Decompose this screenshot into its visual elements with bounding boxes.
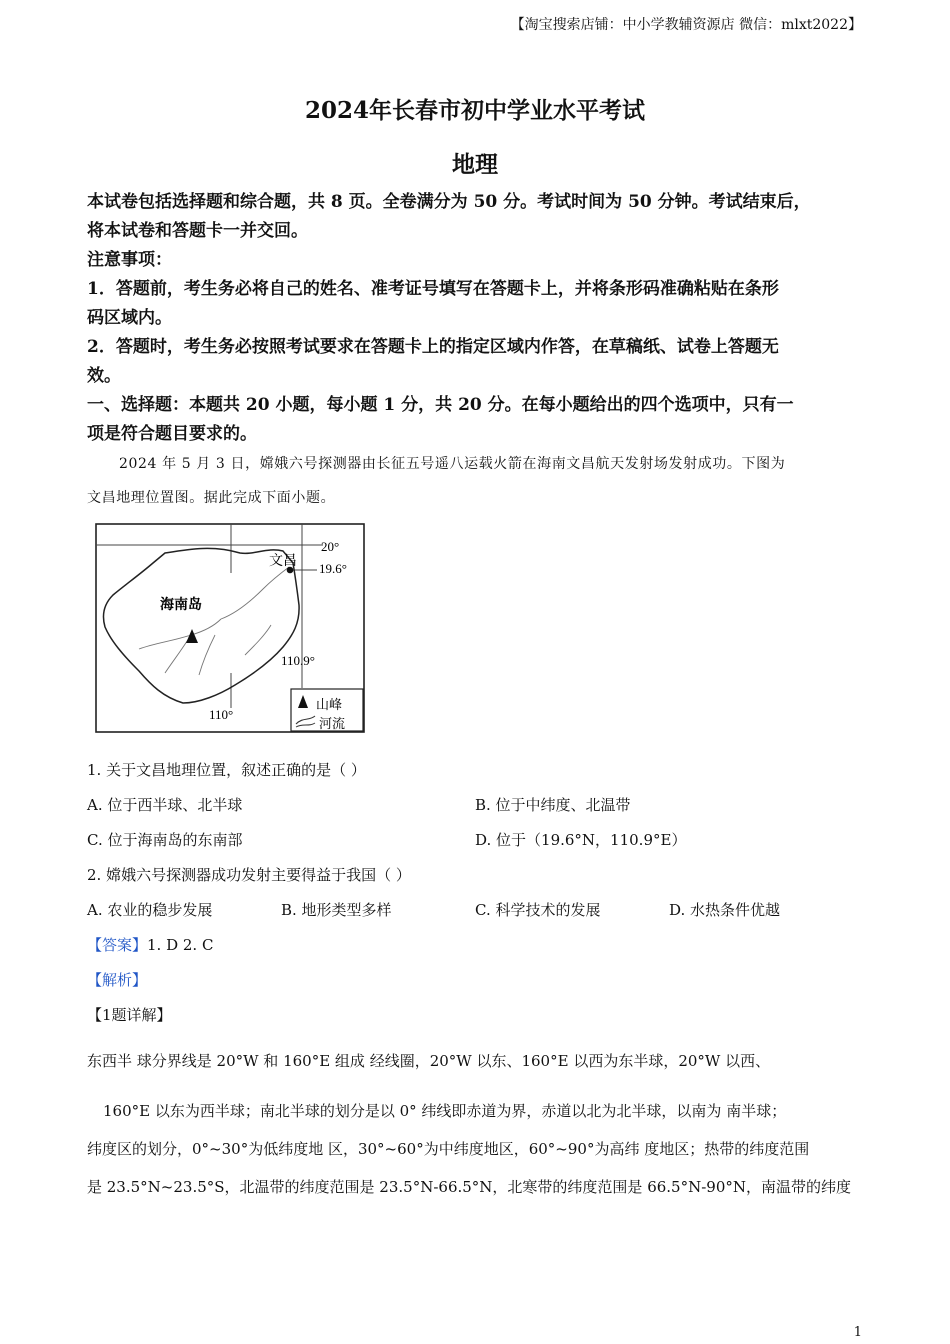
question-2-option-b: B. 地形类型多样 <box>281 901 392 919</box>
latitude-label: 19.6° <box>319 561 347 576</box>
notice-item: 1．答题前，考生务必将自己的姓名、准考证号填写在答题卡上，并将条形码准确粘贴在条形 <box>87 279 779 299</box>
answer-label: 【答案】 <box>87 936 148 954</box>
explanation-line: 纬度区的划分，0°~30°为低纬度地 区，30°~60°为中纬度地区，60°~90°为高纬 度地区；热带的纬度范围 <box>87 1140 810 1158</box>
explanation-line: 是 23.5°N~23.5°S，北温带的纬度范围是 23.5°N-66.5°N，北寒带的纬度范围是 66.5°N-90°N，南温带的纬度 <box>87 1178 851 1196</box>
wenchang-location-map <box>95 523 365 733</box>
legend-label: 河流 <box>319 716 346 731</box>
island-label: 海南岛 <box>160 598 202 613</box>
notice-item: 效。 <box>87 366 121 386</box>
explanation-line: 160°E 以东为西半球；南北半球的划分是以 0° 纬线即赤道为界，赤道以北为北半球，以南为 南半球； <box>103 1102 787 1120</box>
answer-value: 1. D 2. C <box>147 936 214 954</box>
legend-label: 山峰 <box>316 697 343 712</box>
explanation <box>87 1042 877 1206</box>
longitude-label: 110.9° <box>281 653 315 668</box>
passage-line: 2024 年 5 月 3 日，嫦娥六号探测器由长征五号遥八运载火箭在海南文昌航天发射场发射成功。下图为 <box>119 456 786 472</box>
question-1-stem: 1. 关于文昌地理位置，叙述正确的是（ ） <box>87 761 366 779</box>
instructions-line: 本试卷包括选择题和综合题，共 8 页。全卷满分为 50 分。考试时间为 50 分钟。考试结束后， <box>87 192 811 212</box>
latitude-label: 20° <box>321 539 340 554</box>
instructions-line: 将本试卷和答题卡一并交回。 <box>87 221 308 241</box>
section-heading: 一、选择题：本题共 20 小题，每小题 1 分，共 20 分。在每小题给出的四个选项中，只有一 <box>87 395 794 415</box>
notice-item: 2．答题时，考生务必按照考试要求在答题卡上的指定区域内作答，在草稿纸、试卷上答题无 <box>87 337 779 357</box>
answer-row <box>87 934 213 955</box>
instructions <box>87 188 877 449</box>
question-2-option-a: A. 农业的稳步发展 <box>87 901 213 919</box>
detail-title: 【1题详解】 <box>87 1006 172 1024</box>
question-2-option-d: D. 水热条件优越 <box>669 901 781 919</box>
question-2-stem: 2. 嫦娥六号探测器成功发射主要得益于我国（ ） <box>87 866 411 884</box>
section-heading: 项是符合题目要求的。 <box>87 424 257 444</box>
question-1-option-a: A. 位于西半球、北半球 <box>87 796 243 814</box>
explanation-line: 东西半 球分界线是 20°W 和 160°E 组成 经线圈，20°W 以东、160°E 以西为东半球，20°W 以西、 <box>87 1052 771 1070</box>
question-1-option-b: B. 位于中纬度、北温带 <box>475 796 631 814</box>
notice-item: 码区域内。 <box>87 308 172 328</box>
analysis-label: 【解析】 <box>87 971 148 989</box>
passage-line: 文昌地理位置图。据此完成下面小题。 <box>87 490 336 506</box>
passage <box>87 447 877 515</box>
exam-subject: 地理 <box>452 151 498 178</box>
header-note: 【淘宝搜索店铺：中小学教辅资源店 微信：mlxt2022】 <box>510 17 862 33</box>
notice-title: 注意事项： <box>87 250 172 270</box>
question-2-option-c: C. 科学技术的发展 <box>475 901 601 919</box>
longitude-label: 110° <box>209 707 234 722</box>
city-label: 文昌 <box>269 554 297 569</box>
page-number: 1 <box>853 1325 862 1340</box>
exam-title: 2024年长春市初中学业水平考试 <box>304 97 645 124</box>
question-1-option-c: C. 位于海南岛的东南部 <box>87 831 243 849</box>
question-1-option-d: D. 位于（19.6°N，110.9°E） <box>475 831 687 849</box>
